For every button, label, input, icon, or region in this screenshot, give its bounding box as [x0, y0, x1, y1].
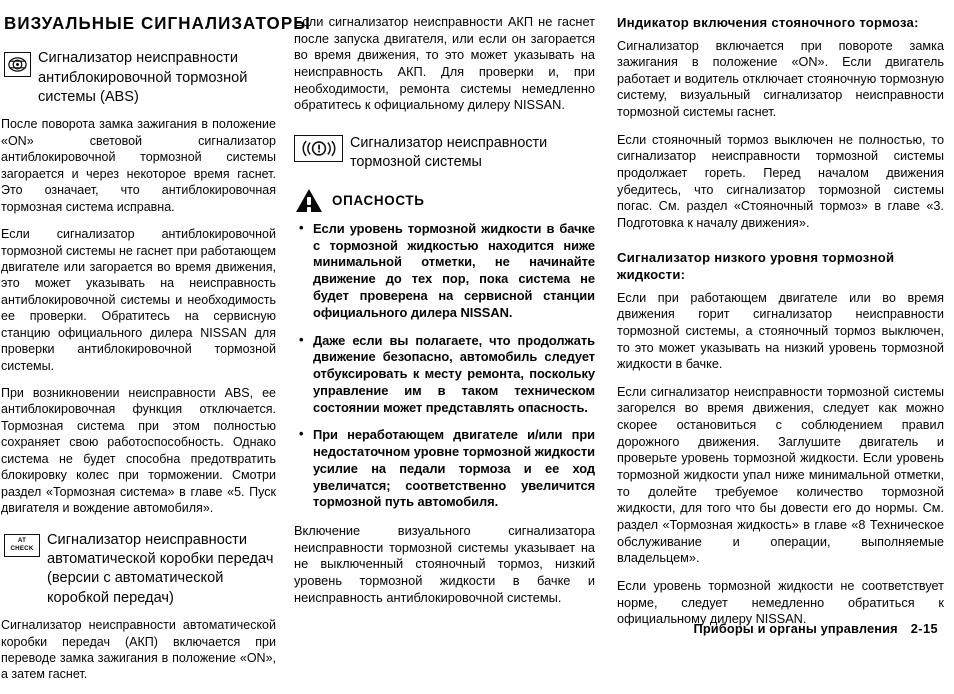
- at-continued-paragraph: Если сигнализатор неисправности АКП не гаснет после запуска двигателя, или если он загорается во время движения, то это может указывать на неисправность АКП. Для проверки и, при необходимости, ремонта системы немедленно обратитесь к официальному дилеру NISSAN.: [294, 14, 596, 113]
- footer-chapter-title: Приборы и органы управления: [693, 621, 898, 636]
- at-check-icon: [4, 534, 40, 557]
- danger-callout-header: [296, 189, 595, 212]
- danger-list-item: • При неработающем двигателе и/или при недостаточном уровне тормозной жидкости усилие на педали тормоза и ее ход увеличатся; соответственно увеличится тормозной путь автомобиля.: [313, 427, 595, 511]
- at-check-line-2: CHECK: [10, 544, 34, 552]
- at-section-heading: [4, 531, 276, 609]
- at-check-line-1: AT: [17, 537, 27, 545]
- abs-section-heading: [4, 49, 276, 107]
- parking-brake-heading: Индикатор включения стояночного тормоза:: [617, 15, 919, 30]
- danger-list-item: • Даже если вы полагаете, что продолжать движение безопасно, автомобиль следует отбуксировать к месту ремонта, поскольку управление им в таком техническом состоянии может представлять опасность.: [313, 333, 595, 417]
- brake-summary-paragraph: Включение визуального сигнализатора неисправности тормозной системы указывает на не выключенный стояночный тормоз, низкий уровень тормозной жидкости в бачке и неисправность антиблокировочной системы.: [294, 523, 596, 605]
- brake-section-heading: [294, 132, 595, 173]
- danger-triangle-icon: [296, 189, 322, 212]
- brake-section-title: Сигнализатор неисправности тормозной системы: [350, 134, 548, 171]
- brake-fluid-heading: Сигнализатор низкого уровня тормозной жидкости:: [617, 249, 895, 283]
- brake-fluid-paragraph-2: Если сигнализатор неисправности тормозной системы загорелся во время движения, следует как можно скорее остановиться с соблюдением правил дорожного движения. Заглушите двигатель и проверьте уровень тормозной жидкости. Если уровень тормозной жидкости упал ниже минимальной отметки, то долейте требуемое количество тормозной жидкости, для того что бы довести его до нормы. См. раздел «Тормозная жидкость» в главе «8 Техническое обслуживание и операции, выполняемые владельцем».: [617, 384, 944, 566]
- danger-list: [294, 221, 595, 511]
- abs-paragraph-1: После поворота замка зажигания в положение «ON» световой сигнализатор антиблокировочной тормозной системы загорается и через некоторое время гаснет. Это означает, что антиблокировочная тормозная система исправна.: [1, 117, 276, 214]
- parking-brake-paragraph-2: Если стояночный тормоз выключен не полностью, то сигнализатор неисправности тормозной системы продолжает гореть. Перед началом движения убедитесь, что сигнализатор тормозной системы погас. См. раздел «Стояночный тормоз» в главе «3. Подготовка к началу движения».: [617, 132, 944, 230]
- middle-column: [290, 14, 611, 617]
- at-paragraph-1: Сигнализатор неисправности автоматической коробки передач (АКП) включается при переводе замка зажигания в положение «ON», а затем гаснет.: [1, 618, 276, 682]
- abs-paragraph-3: При возникновении неисправности ABS, ее антиблокировочная функция отключается. Тормозная система при этом полностью сохраняет свою работоспособность. Однако система не будет способна предотвратить блокировку колес при торможении. Смотри раздел «Тормозная система» в главе «5. Пуск двигателя и вождение автомобиля».: [1, 386, 276, 516]
- left-column: [1, 13, 311, 694]
- abs-section-title: Сигнализатор неисправности антиблокировочной тормозной системы (ABS): [38, 50, 248, 106]
- footer-page-number: 2-15: [910, 621, 938, 636]
- parking-brake-paragraph-1: Сигнализатор включается при повороте замка зажигания в положение «ON». Если двигатель работает и водитель отключает стояночную тормозную систему, визуальный сигнализатор неисправности тормозной системы гаснет.: [617, 38, 944, 120]
- brake-warning-icon: [294, 135, 343, 162]
- abs-warning-icon: [4, 52, 31, 77]
- danger-label: ОПАСНОСТЬ: [332, 192, 425, 208]
- page-title: ВИЗУАЛЬНЫЕ СИГНАЛИЗАТОРЫ: [4, 13, 311, 33]
- at-section-title: Сигнализатор неисправности автоматической коробки передач (версии с автоматической коробкой передач): [47, 531, 274, 606]
- abs-paragraph-2: Если сигнализатор антиблокировочной тормозной системы не гаснет при работающем двигателе или загорается во время движения, это может указывать на неисправность антиблокировочной системы и необходимость ее проверки. Обратитесь на сервисную станцию официального дилера NISSAN для проверки антиблокировочной тормозной системы.: [1, 227, 276, 373]
- brake-fluid-paragraph-1: Если при работающем двигателе или во время движения горит сигнализатор неисправности тормозной системы, а стояночный тормоз выключен, то это может указывать на низкий уровень тормозной жидкости в бачке.: [617, 290, 944, 372]
- danger-list-item: • Если уровень тормозной жидкости в бачке с тормозной жидкостью находится ниже минимальной отметки, не начинайте движение до тех пор, пока система не будет проверена на сервисной станции официального дилера NISSAN.: [313, 221, 595, 322]
- brake-fluid-paragraph-3: Если уровень тормозной жидкости не соответствует норме, следует немедленно обратиться к официальному дилеру NISSAN.: [617, 578, 944, 627]
- right-column: [611, 14, 944, 639]
- page-footer: [693, 621, 938, 636]
